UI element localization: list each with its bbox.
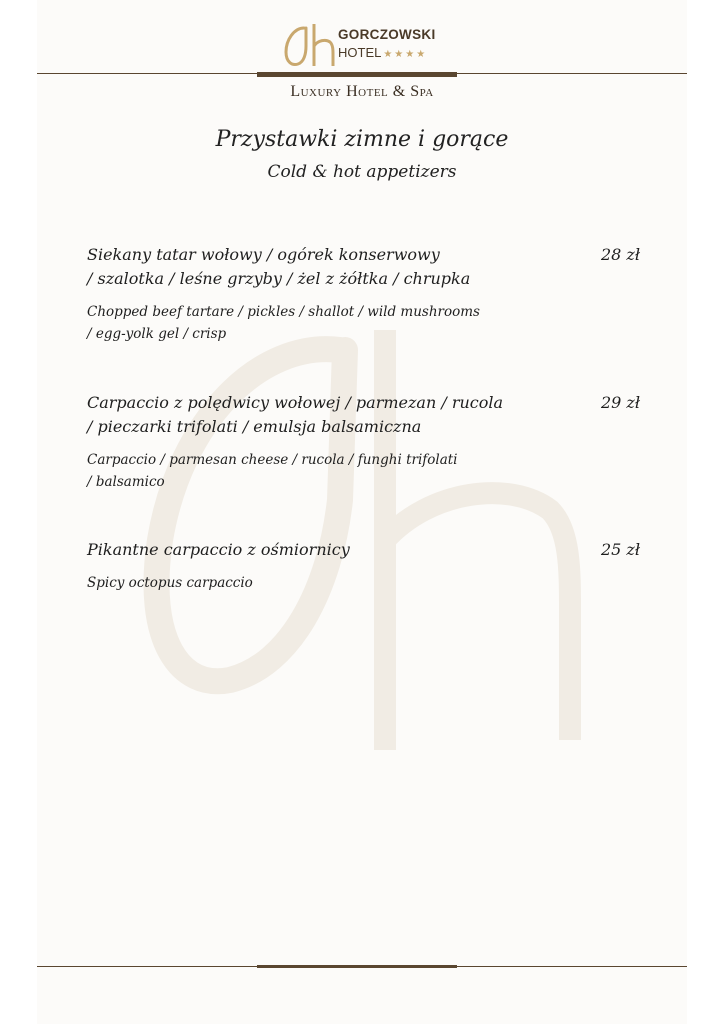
dish-price: 29 zł [600,393,640,412]
dish-name-pl [87,243,567,291]
logo-hotel-name: GORCZOWSKI [338,27,436,42]
dish-name-pl-line: Carpaccio z polędwicy wołowej / parmezan / rucola [87,393,504,412]
dish-name-pl-line: Siekany tatar wołowy / ogórek konserwowy [87,245,440,264]
dish-name-en-line: Spicy octopus carpaccio [87,575,253,591]
dish-name-en-line: / egg-yolk gel / crisp [87,326,227,342]
section-title-en: Cold & hot appetizers [267,162,457,182]
section-title-pl: Przystawki zimne i gorące [215,127,509,152]
watermark-monogram [140,310,600,760]
menu-item [87,391,647,493]
dish-name-pl [87,538,567,562]
hotel-tagline: Luxury Hotel & Spa [290,83,434,100]
dish-name-en [87,449,567,493]
menu-item [87,538,647,594]
logo-hotel-label [338,46,427,60]
dish-price: 28 zł [600,245,640,264]
logo-hotel-word: HOTEL [338,45,382,60]
dish-name-pl-line: / szalotka / leśne grzyby / żel z żółtka / chrupka [87,269,471,288]
gh-monogram-icon [282,20,342,70]
footer-divider-accent [257,965,457,968]
hotel-logo [282,20,442,70]
dish-name-pl [87,391,567,439]
dish-price: 25 zł [600,540,640,559]
dish-name-en-line: Chopped beef tartare / pickles / shallot / wild mushrooms [87,304,480,320]
dish-name-en-line: / balsamico [87,474,165,490]
dish-name-en [87,572,567,594]
dish-name-en [87,301,567,345]
logo-stars-icon: ★★★★ [383,49,428,60]
dish-name-en-line: Carpaccio / parmesan cheese / rucola / funghi trifolati [87,452,458,468]
dish-name-pl-line: Pikantne carpaccio z ośmiornicy [87,540,350,559]
header-divider-accent [257,72,457,77]
menu-item [87,243,647,345]
dish-name-pl-line: / pieczarki trifolati / emulsja balsamiczna [87,417,422,436]
